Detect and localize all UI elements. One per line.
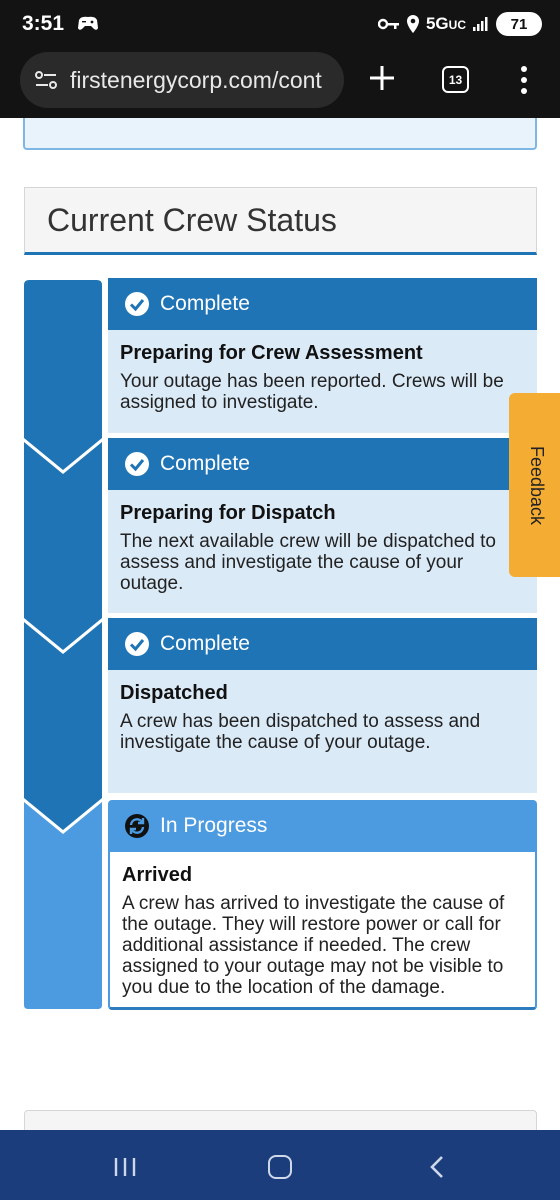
step-title: Preparing for Crew Assessment <box>120 342 423 364</box>
address-bar[interactable] <box>20 52 344 108</box>
step-body <box>108 670 537 793</box>
step-body <box>108 852 537 1010</box>
step-body <box>108 330 537 433</box>
signal-icon <box>472 16 490 32</box>
step-description: The next available crew will be dispatched to assess and investigate the cause of your outage. <box>120 531 496 594</box>
more-options-icon[interactable] <box>514 64 534 96</box>
url-text[interactable]: firstenergycorp.com/cont <box>70 66 322 93</box>
step-title: Dispatched <box>120 682 228 704</box>
crew-status-header <box>24 187 537 255</box>
tab-switcher-button[interactable] <box>442 66 469 93</box>
step-description: Your outage has been reported. Crews will be assigned to investigate. <box>120 371 504 413</box>
step-status-header <box>108 278 537 330</box>
step-title: Preparing for Dispatch <box>120 502 336 524</box>
check-circle-icon <box>124 291 150 317</box>
feedback-label-wrap[interactable] <box>511 393 560 577</box>
step-arrived <box>108 800 537 1010</box>
step-status: Complete <box>160 292 250 315</box>
step-crew-assessment <box>108 278 537 433</box>
new-tab-icon[interactable] <box>366 62 398 94</box>
status-time: 3:51 <box>22 12 65 35</box>
next-section-card <box>24 1110 537 1130</box>
check-circle-icon <box>124 451 150 477</box>
step-title: Arrived <box>122 864 193 886</box>
step-status: In Progress <box>160 814 268 837</box>
section-title: Current Crew Status <box>47 202 337 238</box>
progress-chevrons <box>23 278 103 1010</box>
step-dispatch-prep <box>108 438 537 613</box>
vpn-key-icon <box>378 17 400 31</box>
battery-indicator: 71 <box>496 12 542 36</box>
back-icon[interactable] <box>427 1155 447 1179</box>
step-body <box>108 490 537 613</box>
tab-count: 13 <box>448 72 463 87</box>
status-icons <box>378 11 542 37</box>
step-dispatched <box>108 618 537 793</box>
status-bar <box>0 0 560 48</box>
recent-apps-icon[interactable] <box>113 1157 137 1177</box>
check-circle-icon <box>124 631 150 657</box>
step-status-header <box>108 438 537 490</box>
previous-card <box>23 118 537 150</box>
game-controller-icon <box>76 14 100 34</box>
sync-progress-icon <box>124 813 150 839</box>
location-icon <box>406 14 420 34</box>
site-settings-icon[interactable] <box>34 70 58 90</box>
step-status-header <box>108 618 537 670</box>
network-type: 5GUC <box>425 14 466 33</box>
browser-toolbar <box>0 48 560 118</box>
step-status: Complete <box>160 632 250 655</box>
step-status: Complete <box>160 452 250 475</box>
step-description: A crew has been dispatched to assess and investigate the cause of your outage. <box>120 711 481 753</box>
system-nav-bar <box>0 1130 560 1200</box>
home-icon[interactable] <box>268 1155 292 1179</box>
step-description: A crew has arrived to investigate the cause of the outage. They will restore power or call for additional assistance if needed. The crew assigned to your outage may not be visible to you due to the location of the damage. <box>122 893 505 998</box>
step-status-header <box>108 800 537 852</box>
page-content <box>0 118 560 1130</box>
feedback-label[interactable]: Feedback <box>527 445 547 525</box>
